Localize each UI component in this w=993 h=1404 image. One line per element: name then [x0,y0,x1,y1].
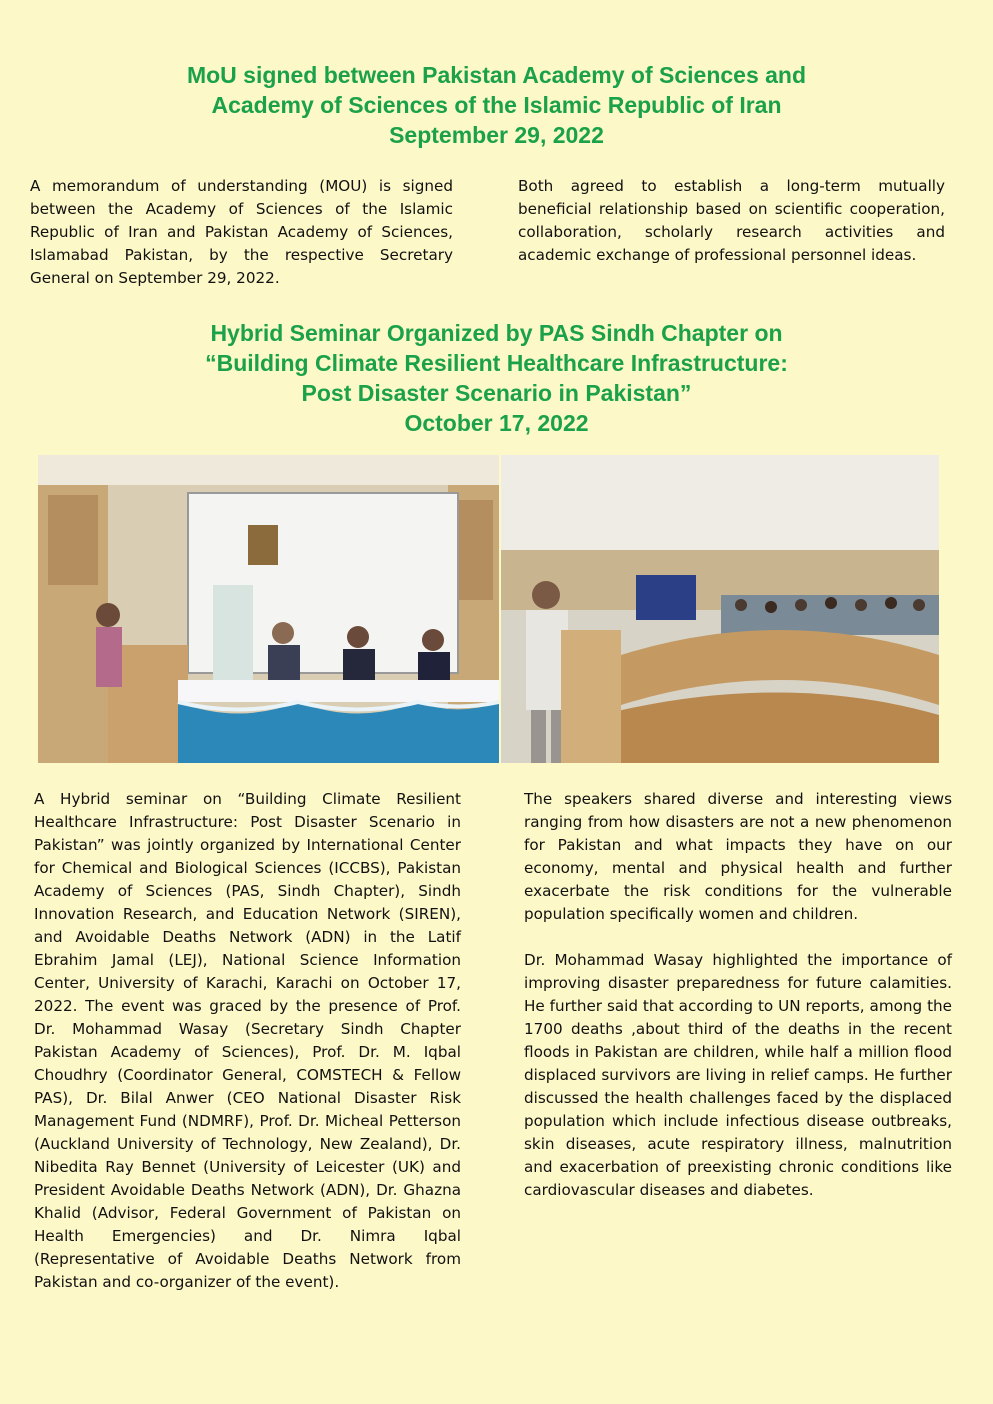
seminar-right-paragraph-2: Dr. Mohammad Wasay highlighted the importance of improving disaster preparedness for future calamities. He further said that according to UN reports, among the 1700 deaths ,about third of the deaths in the recent floods in Pakistan are children, while half a million flood displaced survivors are living in relief camps. He further discussed the health challenges faced by the displaced population which include infectious disease outbreaks, skin diseases, acute respiratory illness, malnutrition and exacerbation of preexisting chronic conditions like cardiovascular diseases and diabetes. [524,951,952,1199]
mou-right-paragraph: Both agreed to establish a long-term mutually beneficial relationship based on scientific cooperation, collaboration, scholarly research activities and academic exchange of professional personnel ideas. [518,177,945,264]
seminar-right-paragraph-1: The speakers shared diverse and interesting views ranging from how disasters are not a new phenomenon for Pakistan and what impacts they have on our economy, mental and physical health and further exacerbate the risk conditions for the vulnerable population specifically women and children. [524,790,952,923]
seminar-left-paragraph: A Hybrid seminar on “Building Climate Resilient Healthcare Infrastructure: Post Disaster Scenario in Pakistan” was jointly organized by International Center for Chemical and Biological Sciences (ICCBS), Pakistan Academy of Sciences (PAS, Sindh Chapter), Sindh Innovation Research, and Education Network (SIREN), and Avoidable Deaths Network (ADN) in the Latif Ebrahim Jamal (LEJ), National Science Information Center, University of Karachi, Karachi on October 17, 2022. The event was graced by the presence of Prof. Dr. Mohammad Wasay (Secretary Sindh Chapter Pakistan Academy of Sciences), Prof. Dr. M. Iqbal Choudhry (Coordinator General, COMSTECH & Fellow PAS), Dr. Bilal Anwer (CEO National Disaster Risk Management Fund (NDMRF), Prof. Dr. Micheal Petterson (Auckland University of Technology, New Zealand), Dr. Nibedita Ray Bennet (University of Leicester (UK) and President Avoidable Deaths Network (ADN), Dr. Ghazna Khalid (Advisor, Federal Government of Pakistan on Health Emergencies) and Dr. Nimra Iqbal (Representative of Avoidable Deaths Network from Pakistan and co-organizer of the event). [34,790,461,1291]
mou-date: September 29, 2022 [389,122,604,148]
seminar-right-column [524,788,952,1202]
seminar-title-line-3: Post Disaster Scenario in Pakistan” [301,380,692,406]
seminar-date: October 17, 2022 [404,410,589,436]
mou-heading [0,60,993,150]
seminar-heading [0,318,993,438]
mou-title-line-2: Academy of Sciences of the Islamic Republic of Iran [211,92,782,118]
mou-right-column [518,175,945,267]
seminar-title-line-1: Hybrid Seminar Organized by PAS Sindh Chapter on [210,320,783,346]
seminar-title-line-2: “Building Climate Resilient Healthcare Infrastructure: [205,350,788,376]
mou-left-column [30,175,453,290]
mou-left-paragraph: A memorandum of understanding (MOU) is signed between the Academy of Sciences of the Islamic Republic of Iran and Pakistan Academy of Sciences, Islamabad Pakistan, by the respective Secretary General on September 29, 2022. [30,177,453,287]
seminar-audience-photo [501,455,939,763]
mou-title-line-1: MoU signed between Pakistan Academy of Sciences and [186,62,807,88]
seminar-left-column [34,788,461,1294]
seminar-panel-photo [38,455,499,763]
